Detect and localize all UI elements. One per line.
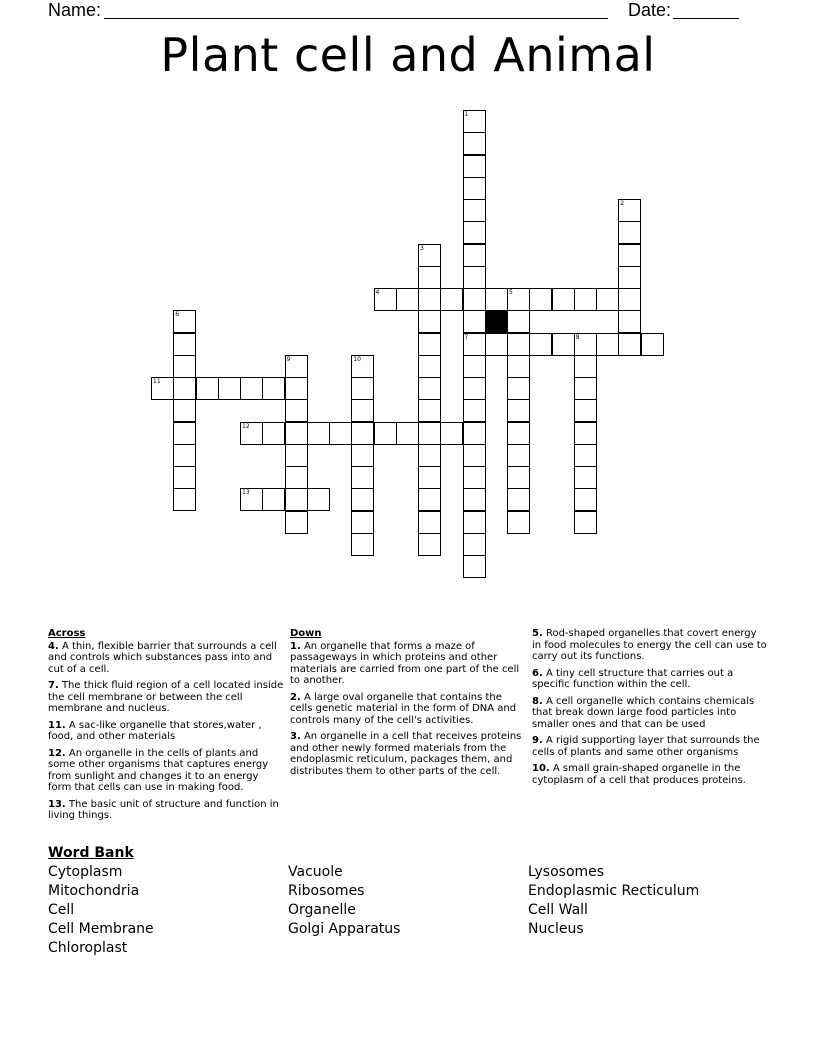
clue-number-label: 6: [175, 311, 180, 319]
crossword-cell[interactable]: [173, 466, 196, 489]
crossword-cell[interactable]: [507, 511, 530, 534]
clue-number-label: 13: [242, 489, 250, 497]
crossword-cell[interactable]: [463, 199, 486, 222]
crossword-cell[interactable]: [463, 355, 486, 378]
crossword-cell[interactable]: [173, 355, 196, 378]
crossword-cell[interactable]: [507, 310, 530, 333]
clue-text: A small grain-shaped organelle in the cytoplasm of a cell that produces proteins.: [532, 763, 746, 786]
crossword-cell[interactable]: [218, 377, 241, 400]
clue-text: A tiny cell structure that carries out a specific function within the cell.: [532, 667, 734, 690]
crossword-cell[interactable]: [574, 377, 597, 400]
crossword-cell[interactable]: [173, 444, 196, 467]
crossword-cell[interactable]: [285, 399, 308, 422]
crossword-cell[interactable]: [507, 333, 530, 356]
crossword-cell[interactable]: [418, 310, 441, 333]
word-bank-item: Cytoplasm: [48, 864, 123, 880]
crossword-cell[interactable]: [351, 377, 374, 400]
crossword-cell[interactable]: [574, 466, 597, 489]
name-label: Name:: [48, 0, 102, 20]
crossword-cell[interactable]: [596, 288, 619, 311]
clue-text: An organelle in the cells of plants and some other organisms that captures energy from sunlight and changes it to an energy form that cells can use in making food.: [48, 747, 269, 793]
crossword-cell[interactable]: [463, 488, 486, 511]
crossword-cell[interactable]: [262, 488, 285, 511]
crossword-cell[interactable]: [507, 399, 530, 422]
crossword-cell[interactable]: [574, 422, 597, 445]
crossword-cell[interactable]: [418, 288, 441, 311]
word-bank-item: Mitochondria: [48, 883, 140, 899]
clue-number-label: 9: [286, 355, 291, 363]
crossword-cell[interactable]: [285, 422, 308, 445]
crossword-cell[interactable]: [507, 377, 530, 400]
clue-item: [290, 692, 522, 727]
word-bank-item: Lysosomes: [528, 864, 605, 880]
date-label: Date:: [628, 0, 672, 20]
crossword-cell[interactable]: [151, 377, 174, 400]
clue-number-label: 4: [375, 289, 380, 296]
crossword-cell[interactable]: [507, 444, 530, 467]
word-bank-item: Vacuole: [288, 864, 343, 880]
crossword-cell[interactable]: [196, 377, 219, 400]
crossword-block: [485, 310, 508, 333]
crossword-cell[interactable]: [173, 399, 196, 422]
crossword-cell[interactable]: [618, 288, 641, 311]
page-title: Plant cell and Animal: [160, 28, 656, 82]
crossword-cell[interactable]: [418, 266, 441, 289]
crossword-cell[interactable]: [440, 288, 463, 311]
word-bank-item: Nucleus: [528, 921, 584, 937]
crossword-cell[interactable]: [307, 422, 330, 445]
clue-text: The thick fluid region of a cell located inside the cell membrane or between the cell membrane and nucleus.: [48, 680, 284, 714]
crossword-cell[interactable]: [240, 422, 263, 445]
crossword-cell[interactable]: [596, 333, 619, 356]
clue-number-label: 1: [464, 111, 469, 118]
clue-number: 11.: [48, 719, 66, 731]
crossword-cell[interactable]: [552, 288, 575, 311]
crossword-cell[interactable]: [463, 266, 486, 289]
clue-number: 1.: [290, 640, 301, 652]
clue-number: 5.: [532, 628, 543, 639]
clue-number-label: 5: [509, 289, 513, 296]
crossword-cell[interactable]: [173, 422, 196, 445]
crossword-cell[interactable]: [240, 377, 263, 400]
crossword-cell[interactable]: [240, 488, 263, 511]
clue-item: [48, 680, 284, 715]
word-bank-column-3: [528, 863, 699, 939]
crossword-cell[interactable]: [463, 533, 486, 556]
clue-number: 4.: [48, 640, 59, 652]
crossword-cell[interactable]: [418, 399, 441, 422]
crossword-cell[interactable]: [285, 377, 308, 400]
clue-text: A large oval organelle that contains the cells genetic material in the form of DNA and controls many of the cell's activities.: [290, 691, 517, 726]
crossword-cell[interactable]: [574, 399, 597, 422]
crossword-cell[interactable]: [463, 310, 486, 333]
crossword-cell[interactable]: [463, 155, 486, 178]
crossword-cell[interactable]: [329, 422, 352, 445]
crossword-cell[interactable]: [618, 333, 641, 356]
word-bank-item: Cell Membrane: [48, 921, 154, 937]
crossword-cell[interactable]: [418, 355, 441, 378]
word-bank-item: Organelle: [288, 902, 356, 918]
crossword-cell[interactable]: [396, 422, 419, 445]
crossword-cell[interactable]: [307, 488, 330, 511]
across-clues: [48, 628, 284, 827]
crossword-cell[interactable]: [463, 399, 486, 422]
word-bank-item: Endoplasmic Recticulum: [528, 883, 700, 899]
word-bank-item: Chloroplast: [48, 940, 128, 956]
crossword-cell[interactable]: [507, 355, 530, 378]
clue-number-label: 3: [420, 244, 424, 252]
crossword-cell[interactable]: [418, 511, 441, 534]
crossword-cell[interactable]: [418, 466, 441, 489]
word-bank-item: Golgi Apparatus: [288, 921, 401, 937]
crossword-cell[interactable]: [351, 422, 374, 445]
clue-number: 3.: [290, 731, 301, 742]
crossword-cell[interactable]: [418, 333, 441, 356]
crossword-cell[interactable]: [396, 288, 419, 311]
crossword-cell[interactable]: [463, 110, 486, 133]
crossword-cell[interactable]: [529, 288, 552, 311]
clue-number-label: 10: [353, 355, 361, 363]
crossword-cell[interactable]: [574, 488, 597, 511]
clue-item: [532, 696, 768, 731]
clue-item: [532, 763, 768, 786]
crossword-cell[interactable]: [351, 444, 374, 467]
crossword-cell[interactable]: [618, 221, 641, 244]
crossword-cell[interactable]: [463, 244, 486, 267]
crossword-cell[interactable]: [173, 488, 196, 511]
crossword-cell[interactable]: [574, 288, 597, 311]
clue-number-label: 12: [242, 422, 250, 430]
clue-text: An organelle in a cell that receives proteins and other newly formed materials from the endoplasmic reticulum, packages them, and distributes them to other parts of the cell.: [290, 731, 522, 777]
clue-number-label: 7: [464, 333, 469, 341]
clue-number: 9.: [532, 735, 543, 746]
word-bank-column-2: [288, 863, 400, 939]
down-clues: [290, 628, 522, 782]
crossword-cell[interactable]: [463, 177, 486, 200]
clue-text: A cell organelle which contains chemicals that break down large food particles into smaller ones and that can be used: [532, 695, 755, 730]
crossword-cell[interactable]: [463, 466, 486, 489]
crossword-cell[interactable]: [351, 511, 374, 534]
clue-text: A rigid supporting layer that surrounds the cells of plants and same other organisms: [532, 735, 760, 758]
crossword-cell[interactable]: [463, 333, 486, 356]
across-heading: Across: [48, 628, 86, 639]
crossword-cell[interactable]: [574, 355, 597, 378]
crossword-cell[interactable]: [507, 288, 530, 311]
clue-number: 6.: [532, 667, 543, 679]
clue-item: [290, 641, 522, 687]
clue-item: [48, 748, 284, 794]
clue-item: [48, 641, 284, 676]
word-bank-column-1: [48, 863, 154, 958]
crossword-cell[interactable]: [574, 511, 597, 534]
crossword-cell[interactable]: [285, 511, 308, 534]
crossword-cell[interactable]: [574, 333, 597, 356]
word-bank-item: Cell: [48, 902, 75, 918]
crossword-cell[interactable]: [418, 244, 441, 267]
crossword-cell[interactable]: [485, 288, 508, 311]
word-bank-item: Cell Wall: [528, 902, 588, 918]
crossword-cell[interactable]: [351, 533, 374, 556]
down-heading: Down: [290, 628, 322, 639]
clue-number: 8.: [532, 695, 543, 707]
word-bank-title: Word Bank: [48, 845, 134, 861]
crossword-cell[interactable]: [285, 466, 308, 489]
crossword-cell[interactable]: [173, 377, 196, 400]
crossword-cell[interactable]: [552, 333, 575, 356]
crossword-cell[interactable]: [418, 444, 441, 467]
crossword-cell[interactable]: [529, 333, 552, 356]
crossword-cell[interactable]: [418, 377, 441, 400]
crossword-cell[interactable]: [463, 511, 486, 534]
crossword-cell[interactable]: [351, 355, 374, 378]
crossword-cell[interactable]: [374, 288, 397, 311]
crossword-cell[interactable]: [351, 466, 374, 489]
clue-number: 2.: [290, 691, 301, 703]
clue-number: 10.: [532, 763, 550, 774]
crossword-cell[interactable]: [463, 444, 486, 467]
crossword-cell[interactable]: [507, 488, 530, 511]
crossword-cell[interactable]: [285, 444, 308, 467]
crossword-cell[interactable]: [262, 422, 285, 445]
crossword-cell[interactable]: [374, 422, 397, 445]
crossword-cell[interactable]: [618, 244, 641, 267]
crossword-cell[interactable]: [285, 355, 308, 378]
crossword-cell[interactable]: [285, 488, 308, 511]
clue-item: [290, 731, 522, 777]
crossword-cell[interactable]: [618, 199, 641, 222]
crossword-cell[interactable]: [418, 533, 441, 556]
crossword-cell[interactable]: [507, 422, 530, 445]
clue-number: 12.: [48, 747, 66, 759]
clue-text: A sac-like organelle that stores,water , food, and other materials: [48, 719, 262, 742]
crossword-cell[interactable]: [418, 422, 441, 445]
crossword-cell[interactable]: [463, 377, 486, 400]
crossword-cell[interactable]: [418, 488, 441, 511]
clue-item: [532, 735, 768, 758]
clue-item: [48, 720, 284, 743]
clue-number-label: 11: [153, 378, 161, 385]
crossword-cell[interactable]: [618, 310, 641, 333]
crossword-cell[interactable]: [463, 422, 486, 445]
crossword-cell[interactable]: [351, 399, 374, 422]
clue-text: Rod-shaped organelles that covert energy in food molecules to energy the cell can use to carry out its functions.: [532, 628, 767, 662]
crossword-cell[interactable]: [173, 333, 196, 356]
crossword-cell[interactable]: [618, 266, 641, 289]
crossword-cell[interactable]: [173, 310, 196, 333]
clue-item: [532, 668, 768, 691]
crossword-cell[interactable]: [485, 333, 508, 356]
crossword-cell[interactable]: [507, 466, 530, 489]
clue-item: [48, 799, 284, 822]
clue-text: A thin, flexible barrier that surrounds a cell and controls which substances pass into and cut of a cell.: [48, 640, 277, 675]
clue-text: The basic unit of structure and function in living things.: [48, 798, 279, 821]
crossword-cell[interactable]: [440, 422, 463, 445]
crossword-cell[interactable]: [351, 488, 374, 511]
crossword-cell[interactable]: [463, 221, 486, 244]
crossword-cell[interactable]: [463, 132, 486, 155]
crossword-cell[interactable]: [262, 377, 285, 400]
crossword-cell[interactable]: [641, 333, 664, 356]
crossword-cell[interactable]: [463, 555, 486, 578]
down-clues-continued: [532, 628, 768, 791]
clue-number-label: 2: [620, 200, 625, 207]
clue-number-label: 8: [575, 333, 580, 341]
word-bank-item: Ribosomes: [288, 883, 365, 899]
crossword-cell[interactable]: [574, 444, 597, 467]
clue-text: An organelle that forms a maze of passageways in which proteins and other materials are carried from one part of the cell to another.: [290, 640, 520, 686]
clue-number: 7.: [48, 680, 59, 691]
clue-number: 13.: [48, 798, 66, 810]
clue-item: [532, 628, 768, 663]
crossword-cell[interactable]: [463, 288, 486, 311]
